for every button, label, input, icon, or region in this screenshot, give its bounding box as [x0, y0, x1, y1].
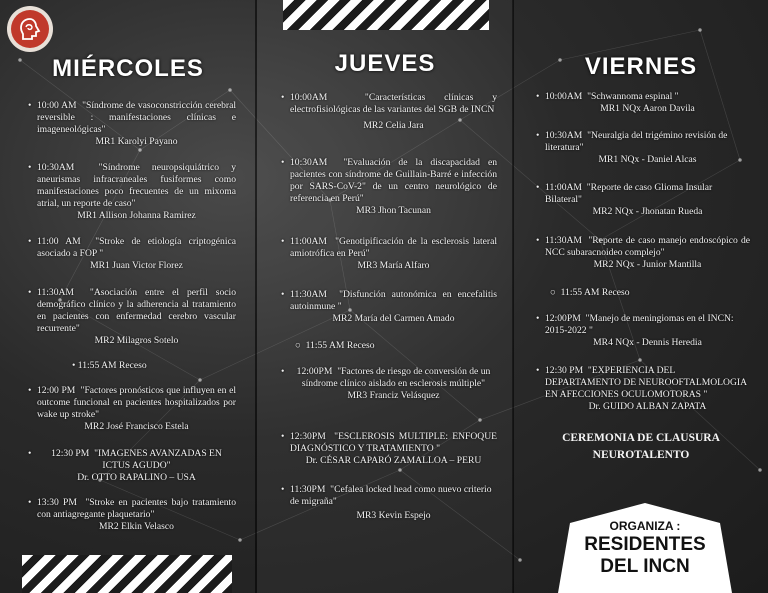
- list-item: • 10:00 AM "Síndrome de vasoconstricción cerebral reversible : manifestaciones clínicas e imageneológicas" MR1 Karolyi Payano: [28, 100, 236, 147]
- list-item: • 11:30AM "Disfunción autonómica en encefalitis autoinmune " MR2 María del Carmen Amado: [281, 289, 498, 324]
- organiza-line-1: RESIDENTES: [584, 534, 706, 555]
- break-item: • 11:55 AM Receso: [72, 360, 147, 371]
- ceremony-line-1: CEREMONIA DE CLAUSURA: [562, 432, 720, 444]
- list-item: • 10:30AM "Neuralgia del trigémino revisión de literatura" MR1 NQx - Daniel Alcas: [536, 130, 728, 165]
- list-item: • 12:00 PM "Factores pronósticos que influyen en el outcome funcional en pacientes hospitalizados por wake up stroke" MR2 José Francisco Estela: [28, 385, 236, 432]
- list-item: • 11:00 AM "Stroke de etiología criptogénica asociado a FOP " MR1 Juan Victor Florez: [28, 236, 236, 271]
- list-item: • 11:00AM "Reporte de caso Glioma Insular Bilateral" MR2 NQx - Jhonatan Rueda: [536, 182, 713, 217]
- list-item: • 11:30AM "Asociación entre el perfil socio demográfico clínico y la adherencia al tratamiento en pacientes con enfermedad cerebro vascular recurrente" MR2 Milagros Sotelo: [28, 287, 237, 346]
- day-title-jueves: JUEVES: [334, 50, 436, 77]
- list-item: • 11:30AM "Reporte de caso manejo endoscópico de NCC subaracnoideo complejo" MR2 NQx - Junior Mantilla: [536, 235, 750, 270]
- list-item: • 12:00PM "Factores de riesgo de conversión de un síndrome clínico aislado en esclerosis múltiple" MR3 Franciz Velásquez: [281, 366, 491, 401]
- incn-head-logo-icon: [7, 6, 53, 52]
- list-item: • 10:30AM "Síndrome neuropsiquiátrico y aneurismas infracraneales fusiformes como manifestaciones poco frecuentes de un mixoma atrial, un reporte de caso" MR1 Allison Johanna Ramirez: [28, 162, 236, 221]
- miercoles-column: [0, 0, 256, 593]
- break-item: ○ 11:55 AM Receso: [550, 287, 630, 298]
- organiza-badge: [558, 503, 732, 593]
- ceremony-line-2: NEUROTALENTO: [592, 449, 690, 461]
- list-item: • 11:00AM "Genotipificación de la esclerosis lateral amiotrófica en Perú" MR3 María Alfaro: [281, 236, 497, 271]
- list-item: • 12:30 PM "IMAGENES AVANZADAS EN ICTUS AGUDO" Dr. OTTO RAPALINO – USA: [28, 448, 222, 483]
- list-item: • 10:00AM "Schwannoma espinal " MR1 NQx Aaron Davila: [536, 91, 695, 114]
- day-title-viernes: VIERNES: [584, 53, 698, 80]
- list-item: • 11:30PM "Cefalea locked head como nuevo criterio de migraña" MR3 Kevin Espejo: [281, 484, 492, 521]
- organiza-label: ORGANIZA :: [609, 519, 681, 533]
- list-item: • 10:30AM "Evaluación de la discapacidad en pacientes con síndrome de Guillain-Barré e infección por SARS-CoV-2" de un centro neurológico de referencia en Perú" MR3 Jhon Tacunan: [281, 157, 497, 216]
- jueves-column: [257, 0, 513, 593]
- list-item: • 12:00PM "Manejo de meningiomas en el INCN: 2015-2022 " MR4 NQx - Dennis Heredia: [536, 313, 734, 348]
- list-item: • 13:30 PM "Stroke en pacientes bajo tratamiento con antiagregante plaquetario" MR2 Elkin Velasco: [28, 497, 236, 532]
- decorative-stripes: [22, 555, 232, 593]
- list-item: • 10:00AM "Características clínicas y electrofisiológicas de las variantes del SGB de INCN MR2 Celia Jara: [281, 92, 498, 131]
- decorative-stripes: [283, 0, 489, 30]
- organiza-line-2: DEL INCN: [600, 556, 690, 577]
- break-item: ○ 11:55 AM Receso: [295, 340, 375, 351]
- day-title-miercoles: MIÉRCOLES: [52, 55, 204, 82]
- list-item: • 12:30 PM "EXPERIENCIA DEL DEPARTAMENTO DE NEUROOFTALMOLOGIA EN AFECCIONES OCULOMOTORAS " Dr. GUIDO ALBAN ZAPATA: [536, 365, 747, 412]
- list-item: • 12:30PM "ESCLEROSIS MULTIPLE: ENFOQUE DIAGNÓSTICO Y TRATAMIENTO " Dr. CÉSAR CAPARÓ ZAMALLOA – PERU: [281, 431, 497, 466]
